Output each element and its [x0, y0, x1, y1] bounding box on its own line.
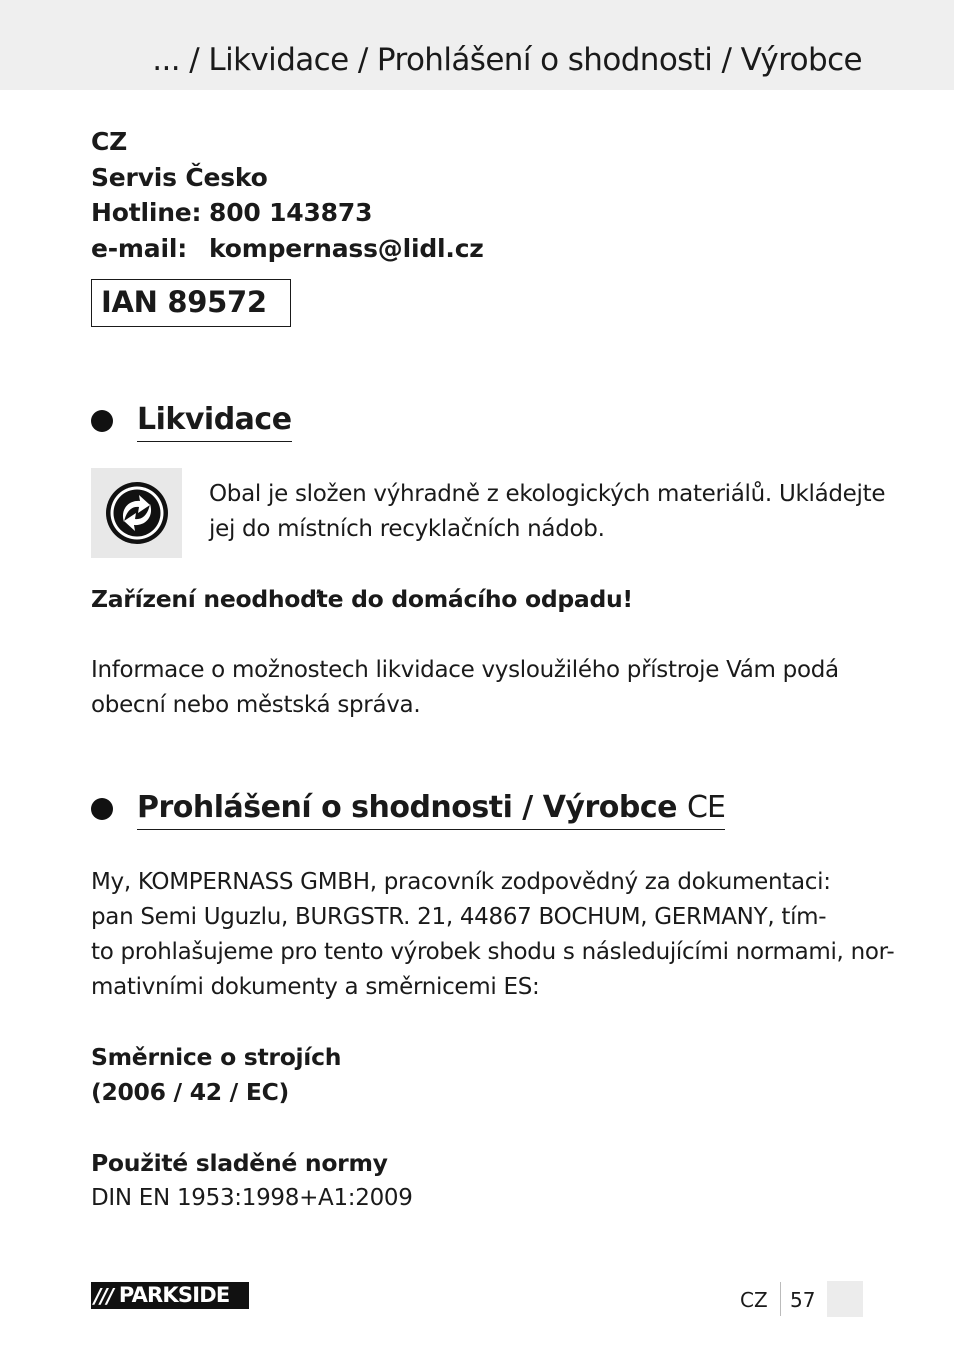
section-heading-declaration: [91, 788, 725, 830]
declaration-intro-text: My, KOMPERNASS GMBH, pracovník zodpovědný za dokumentaci: pan Semi Uguzlu, BURGSTR. 21, 44867 BOCHUM, GERMANY, tím- to prohlašujeme pro tento výrobek shodu s následujícími normami, nor- mativními dokumenty a směrnicemi ES:: [91, 869, 895, 1000]
footer-tab-box: [827, 1281, 863, 1317]
hotline-number[interactable]: 800 143873: [209, 198, 373, 227]
contact-service: Servis Česko: [91, 162, 268, 192]
green-dot-recycle-icon: [91, 468, 182, 558]
footer-language: CZ: [740, 1288, 768, 1312]
declaration-heading-text: Prohlášení o shodnosti / Výrobce CE: [137, 788, 725, 830]
bullet-icon: [91, 410, 113, 432]
disposal-heading-text: Likvidace: [137, 400, 292, 442]
ce-mark-icon: CE: [687, 790, 725, 825]
hotline-label: Hotline:: [91, 198, 202, 227]
ian-number-box: IAN 89572: [91, 279, 291, 327]
packaging-text: Obal je složen výhradně z ekologických materiálů. Ukládejte jej do místních recyklačních nádob.: [209, 481, 886, 542]
disposal-warning: Zařízení neodhoďte do domácího odpadu!: [91, 585, 633, 613]
page-header-title: ... / Likvidace / Prohlášení o shodnosti / Výrobce: [152, 42, 862, 78]
disposal-info-text: Informace o možnostech likvidace vysloužilého přístroje Vám podá obecní nebo městská správa.: [91, 657, 839, 718]
norms-value: DIN EN 1953:1998+A1:2009: [91, 1185, 413, 1211]
page-number: 57: [790, 1288, 816, 1312]
service-contact-block: [91, 124, 484, 266]
email-label: e-mail:: [91, 233, 187, 263]
recycle-symbol-svg: [104, 480, 170, 546]
contact-country: CZ: [91, 127, 128, 156]
parkside-logo: [91, 1282, 249, 1309]
logo-brand: PARKSIDE: [118, 1283, 230, 1307]
norms-title: Použité sladěné normy: [91, 1149, 388, 1177]
footer-divider: [780, 1282, 781, 1316]
section-heading-disposal: [91, 400, 292, 442]
email-address[interactable]: kompernass@lidl.cz: [209, 233, 484, 263]
contact-hotline: [91, 195, 484, 231]
directive-title: Směrnice o strojích (2006 / 42 / EC): [91, 1043, 342, 1106]
bullet-icon: [91, 798, 113, 820]
contact-email: [91, 231, 484, 267]
logo-stripes: ///: [94, 1283, 113, 1308]
